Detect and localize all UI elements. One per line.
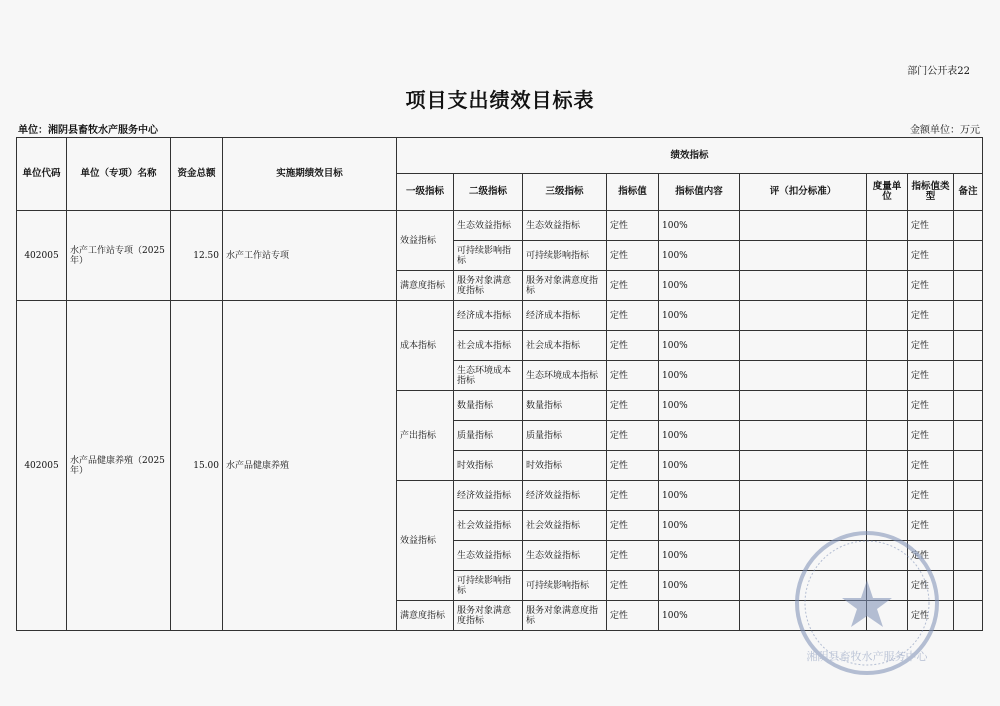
table-row xyxy=(17,211,983,241)
project1-goal: 水产工作站专项 xyxy=(223,211,397,301)
l1-cell: 满意度指标 xyxy=(397,271,454,301)
remark-cell xyxy=(954,361,983,391)
l2-cell: 服务对象满意度指标 xyxy=(454,601,523,631)
measure-unit-cell xyxy=(867,511,908,541)
l2-cell: 生态效益指标 xyxy=(454,211,523,241)
remark-cell xyxy=(954,511,983,541)
l3-cell: 可持续影响指标 xyxy=(523,241,607,271)
l2-cell: 可持续影响指标 xyxy=(454,241,523,271)
remark-cell xyxy=(954,451,983,481)
seal-text: 湘阴县畜牧水产服务中心 xyxy=(806,650,928,663)
l3-cell: 经济成本指标 xyxy=(523,301,607,331)
content-cell: 100% xyxy=(659,601,740,631)
value-type-cell: 定性 xyxy=(908,241,954,271)
l2-cell: 经济效益指标 xyxy=(454,481,523,511)
l2-cell: 经济成本指标 xyxy=(454,301,523,331)
value-cell: 定性 xyxy=(607,511,659,541)
score-cell xyxy=(740,541,867,571)
value-type-cell: 定性 xyxy=(908,571,954,601)
score-cell xyxy=(740,421,867,451)
measure-unit-cell xyxy=(867,391,908,421)
measure-unit-cell xyxy=(867,421,908,451)
value-type-cell: 定性 xyxy=(908,421,954,451)
remark-cell xyxy=(954,241,983,271)
l2-cell: 服务对象满意度指标 xyxy=(454,271,523,301)
measure-unit-cell xyxy=(867,601,908,631)
value-type-cell: 定性 xyxy=(908,211,954,241)
project2-code: 402005 xyxy=(17,301,67,631)
l1-cell: 满意度指标 xyxy=(397,601,454,631)
remark-cell xyxy=(954,301,983,331)
page-title: 项目支出绩效目标表 xyxy=(405,88,595,112)
header-remark: 备注 xyxy=(954,174,983,211)
header-score: 评（扣分标准） xyxy=(740,174,867,211)
header-total: 资金总额 xyxy=(171,138,223,211)
value-cell: 定性 xyxy=(607,571,659,601)
score-cell xyxy=(740,601,867,631)
value-type-cell: 定性 xyxy=(908,601,954,631)
measure-unit-cell xyxy=(867,301,908,331)
value-cell: 定性 xyxy=(607,361,659,391)
unit-label: 单位：湘阴县畜牧水产服务中心 xyxy=(18,125,158,136)
score-cell xyxy=(740,391,867,421)
remark-cell xyxy=(954,331,983,361)
value-type-cell: 定性 xyxy=(908,361,954,391)
project1-name: 水产工作站专项（2025年） xyxy=(67,211,171,301)
remark-cell xyxy=(954,541,983,571)
value-type-cell: 定性 xyxy=(908,511,954,541)
l2-cell: 时效指标 xyxy=(454,451,523,481)
l1-cell: 效益指标 xyxy=(397,211,454,271)
remark-cell xyxy=(954,271,983,301)
value-type-cell: 定性 xyxy=(908,301,954,331)
header-code: 单位代码 xyxy=(17,138,67,211)
measure-unit-cell xyxy=(867,541,908,571)
content-cell: 100% xyxy=(659,541,740,571)
project2-goal: 水产品健康养殖 xyxy=(223,301,397,631)
content-cell: 100% xyxy=(659,211,740,241)
remark-cell xyxy=(954,421,983,451)
performance-table xyxy=(16,137,983,631)
content-cell: 100% xyxy=(659,241,740,271)
project1-total: 12.50 xyxy=(171,211,223,301)
header-row-1 xyxy=(17,138,983,174)
score-cell xyxy=(740,301,867,331)
l2-cell: 数量指标 xyxy=(454,391,523,421)
l3-cell: 数量指标 xyxy=(523,391,607,421)
remark-cell xyxy=(954,601,983,631)
l2-cell: 社会成本指标 xyxy=(454,331,523,361)
value-cell: 定性 xyxy=(607,241,659,271)
value-cell: 定性 xyxy=(607,421,659,451)
score-cell xyxy=(740,271,867,301)
value-cell: 定性 xyxy=(607,541,659,571)
value-cell: 定性 xyxy=(607,271,659,301)
measure-unit-cell xyxy=(867,451,908,481)
header-indicators: 绩效指标 xyxy=(397,138,983,174)
score-cell xyxy=(740,361,867,391)
content-cell: 100% xyxy=(659,451,740,481)
measure-unit-cell xyxy=(867,571,908,601)
l3-cell: 生态效益指标 xyxy=(523,541,607,571)
remark-cell xyxy=(954,571,983,601)
header-content: 指标值内容 xyxy=(659,174,740,211)
header-name: 单位（专项）名称 xyxy=(67,138,171,211)
content-cell: 100% xyxy=(659,421,740,451)
content-cell: 100% xyxy=(659,391,740,421)
value-cell: 定性 xyxy=(607,601,659,631)
header-l1: 一级指标 xyxy=(397,174,454,211)
measure-unit-cell xyxy=(867,211,908,241)
l2-cell: 生态效益指标 xyxy=(454,541,523,571)
measure-unit-cell xyxy=(867,331,908,361)
l3-cell: 服务对象满意度指标 xyxy=(523,271,607,301)
l3-cell: 社会成本指标 xyxy=(523,331,607,361)
score-cell xyxy=(740,211,867,241)
remark-cell xyxy=(954,391,983,421)
remark-cell xyxy=(954,211,983,241)
form-number: 部门公开表22 xyxy=(907,66,970,77)
measure-unit-cell xyxy=(867,241,908,271)
header-measure-unit: 度量单位 xyxy=(867,174,908,211)
l3-cell: 生态效益指标 xyxy=(523,211,607,241)
amount-unit-label: 金额单位：万元 xyxy=(910,125,980,136)
content-cell: 100% xyxy=(659,511,740,541)
l3-cell: 经济效益指标 xyxy=(523,481,607,511)
measure-unit-cell xyxy=(867,361,908,391)
value-type-cell: 定性 xyxy=(908,451,954,481)
content-cell: 100% xyxy=(659,301,740,331)
l3-cell: 可持续影响指标 xyxy=(523,571,607,601)
content-cell: 100% xyxy=(659,481,740,511)
l1-cell: 产出指标 xyxy=(397,391,454,481)
value-type-cell: 定性 xyxy=(908,481,954,511)
content-cell: 100% xyxy=(659,271,740,301)
l1-cell: 效益指标 xyxy=(397,481,454,601)
header-value-type: 指标值类型 xyxy=(908,174,954,211)
l3-cell: 社会效益指标 xyxy=(523,511,607,541)
value-cell: 定性 xyxy=(607,391,659,421)
score-cell xyxy=(740,331,867,361)
l2-cell: 社会效益指标 xyxy=(454,511,523,541)
content-cell: 100% xyxy=(659,571,740,601)
value-type-cell: 定性 xyxy=(908,391,954,421)
value-cell: 定性 xyxy=(607,331,659,361)
table-row xyxy=(17,301,983,331)
header-l2: 二级指标 xyxy=(454,174,523,211)
l2-cell: 生态环境成本指标 xyxy=(454,361,523,391)
l3-cell: 生态环境成本指标 xyxy=(523,361,607,391)
header-value: 指标值 xyxy=(607,174,659,211)
header-l3: 三级指标 xyxy=(523,174,607,211)
value-type-cell: 定性 xyxy=(908,271,954,301)
l2-cell: 可持续影响指标 xyxy=(454,571,523,601)
measure-unit-cell xyxy=(867,481,908,511)
project2-name: 水产品健康养殖（2025年） xyxy=(67,301,171,631)
l3-cell: 质量指标 xyxy=(523,421,607,451)
value-type-cell: 定性 xyxy=(908,541,954,571)
remark-cell xyxy=(954,481,983,511)
content-cell: 100% xyxy=(659,331,740,361)
l2-cell: 质量指标 xyxy=(454,421,523,451)
project2-total: 15.00 xyxy=(171,301,223,631)
value-cell: 定性 xyxy=(607,211,659,241)
header-goal: 实施期绩效目标 xyxy=(223,138,397,211)
score-cell xyxy=(740,481,867,511)
l3-cell: 服务对象满意度指标 xyxy=(523,601,607,631)
score-cell xyxy=(740,511,867,541)
score-cell xyxy=(740,241,867,271)
value-cell: 定性 xyxy=(607,481,659,511)
value-type-cell: 定性 xyxy=(908,331,954,361)
score-cell xyxy=(740,571,867,601)
value-cell: 定性 xyxy=(607,301,659,331)
content-cell: 100% xyxy=(659,361,740,391)
score-cell xyxy=(740,451,867,481)
measure-unit-cell xyxy=(867,271,908,301)
l1-cell: 成本指标 xyxy=(397,301,454,391)
value-cell: 定性 xyxy=(607,451,659,481)
project1-code: 402005 xyxy=(17,211,67,301)
l3-cell: 时效指标 xyxy=(523,451,607,481)
